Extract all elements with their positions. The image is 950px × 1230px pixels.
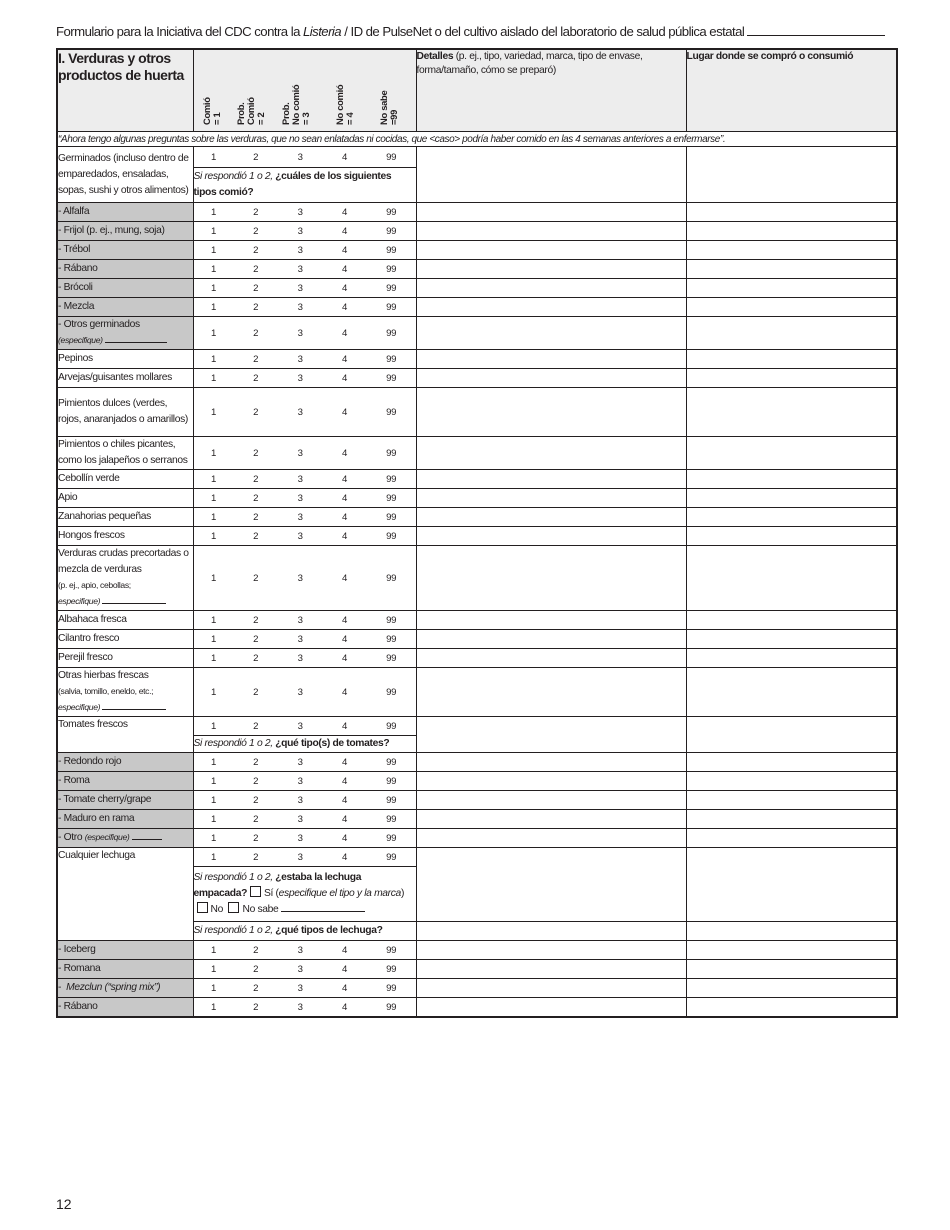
- place-cell[interactable]: [686, 810, 897, 829]
- table-row: [57, 717, 897, 736]
- table-row: [57, 222, 897, 241]
- place-cell[interactable]: [686, 203, 897, 222]
- table-row: [57, 611, 897, 630]
- details-column-header: Detalles (p. ej., tipo, variedad, marca, tipo de envase, forma/tamaño, cómo se preparó): [416, 49, 686, 132]
- table-row: [57, 979, 897, 998]
- details-cell[interactable]: [416, 829, 686, 848]
- table-row: [57, 298, 897, 317]
- response-codes[interactable]: 1 2 3 4 99: [193, 260, 416, 279]
- details-cell[interactable]: [416, 437, 686, 470]
- item-label: - Mezclun (“spring mix”): [57, 979, 193, 998]
- item-label: - Iceberg: [57, 941, 193, 960]
- place-column-header: Lugar donde se compró o consumió: [686, 49, 897, 132]
- item-label: Pimientos dulces (verdes, rojos, anaranjados o amarillos): [57, 388, 193, 437]
- response-codes[interactable]: 1 2 3 4 99: [193, 350, 416, 369]
- details-cell[interactable]: [416, 350, 686, 369]
- details-cell[interactable]: [416, 998, 686, 1018]
- response-codes[interactable]: 1 2 3 4 99: [193, 772, 416, 791]
- item-label: - Otros germinados (especifique): [57, 317, 193, 350]
- table-row: [57, 147, 897, 168]
- place-cell[interactable]: [686, 546, 897, 611]
- table-row: [57, 527, 897, 546]
- item-label: Cualquier lechuga: [57, 848, 193, 941]
- details-cell[interactable]: [416, 649, 686, 668]
- table-row: [57, 437, 897, 470]
- table-row: [57, 848, 897, 867]
- place-cell[interactable]: [686, 979, 897, 998]
- table-row: [57, 369, 897, 388]
- item-label: Otras hierbas frescas (salvia, tomillo, eneldo, etc.; especifique): [57, 668, 193, 717]
- place-cell[interactable]: [686, 960, 897, 979]
- response-codes[interactable]: 1 2 3 4 99: [193, 941, 416, 960]
- response-codes[interactable]: 1 2 3 4 99: [193, 241, 416, 260]
- details-cell[interactable]: [416, 960, 686, 979]
- item-label: Cebollín verde: [57, 470, 193, 489]
- item-label: Apio: [57, 489, 193, 508]
- item-label: Hongos frescos: [57, 527, 193, 546]
- details-cell[interactable]: [416, 298, 686, 317]
- table-row: [57, 470, 897, 489]
- details-cell[interactable]: [416, 630, 686, 649]
- place-cell[interactable]: [686, 998, 897, 1018]
- item-label: Pepinos: [57, 350, 193, 369]
- response-codes[interactable]: 1 2 3 4 99: [193, 317, 416, 350]
- code-header-probably-ate: Prob. Comió = 2: [235, 97, 267, 125]
- table-row: [57, 791, 897, 810]
- item-label: - Maduro en rama: [57, 810, 193, 829]
- table-row: [57, 668, 897, 717]
- table-row: [57, 317, 897, 350]
- response-codes[interactable]: 1 2 3 4 99: [193, 998, 416, 1018]
- place-cell[interactable]: [686, 922, 897, 941]
- place-cell[interactable]: [686, 848, 897, 922]
- details-cell[interactable]: [416, 222, 686, 241]
- response-codes[interactable]: 1 2 3 4 99: [193, 489, 416, 508]
- details-cell[interactable]: [416, 941, 686, 960]
- table-row: [57, 810, 897, 829]
- place-cell[interactable]: [686, 437, 897, 470]
- response-codes[interactable]: 1 2 3 4 99: [193, 508, 416, 527]
- table-row: [57, 753, 897, 772]
- item-label: - Rábano: [57, 260, 193, 279]
- details-cell[interactable]: [416, 527, 686, 546]
- item-label: - Otro (especifique): [57, 829, 193, 848]
- response-codes[interactable]: 1 2 3 4 99: [193, 630, 416, 649]
- details-cell[interactable]: [416, 791, 686, 810]
- table-row: [57, 772, 897, 791]
- table-row: [57, 241, 897, 260]
- item-label: - Trébol: [57, 241, 193, 260]
- details-cell[interactable]: [416, 611, 686, 630]
- response-codes[interactable]: 1 2 3 4 99: [193, 848, 416, 867]
- details-cell[interactable]: [416, 979, 686, 998]
- details-cell[interactable]: [416, 668, 686, 717]
- item-label: - Alfalfa: [57, 203, 193, 222]
- page-number: 12: [56, 1196, 72, 1212]
- response-codes[interactable]: 1 2 3 4 99: [193, 147, 416, 168]
- table-row: [57, 388, 897, 437]
- details-cell[interactable]: [416, 546, 686, 611]
- table-row: [57, 508, 897, 527]
- item-label: Arvejas/guisantes mollares: [57, 369, 193, 388]
- item-label: - Redondo rojo: [57, 753, 193, 772]
- response-codes[interactable]: 1 2 3 4 99: [193, 546, 416, 611]
- followup-question: Si respondió 1 o 2, ¿qué tipo(s) de tomates?: [193, 736, 416, 753]
- no-checkbox[interactable]: [197, 902, 208, 913]
- response-codes[interactable]: 1 2 3 4 99: [193, 668, 416, 717]
- table-row: [57, 260, 897, 279]
- response-codes[interactable]: 1 2 3 4 99: [193, 753, 416, 772]
- place-cell[interactable]: [686, 791, 897, 810]
- item-label: - Roma: [57, 772, 193, 791]
- item-label: - Mezcla: [57, 298, 193, 317]
- intro-text: “Ahora tengo algunas preguntas sobre las verduras, que no sean enlatadas ni cocidas, que <caso> podría haber comido en las 4 semanas anteriores a enfermarse”.: [57, 132, 897, 147]
- details-cell[interactable]: [416, 489, 686, 508]
- table-row: [57, 649, 897, 668]
- place-cell[interactable]: [686, 649, 897, 668]
- response-codes[interactable]: 1 2 3 4 99: [193, 649, 416, 668]
- response-codes[interactable]: 1 2 3 4 99: [193, 829, 416, 848]
- response-codes[interactable]: 1 2 3 4 99: [193, 298, 416, 317]
- unknown-checkbox[interactable]: [228, 902, 239, 913]
- response-codes[interactable]: 1 2 3 4 99: [193, 611, 416, 630]
- details-cell[interactable]: [416, 508, 686, 527]
- details-cell[interactable]: [416, 470, 686, 489]
- place-cell[interactable]: [686, 350, 897, 369]
- place-cell[interactable]: [686, 222, 897, 241]
- followup-question: Si respondió 1 o 2, ¿qué tipos de lechuga?: [193, 922, 416, 941]
- response-codes[interactable]: 1 2 3 4 99: [193, 203, 416, 222]
- code-header-unknown: No sabe =99: [378, 90, 400, 125]
- details-cell[interactable]: [416, 753, 686, 772]
- place-cell[interactable]: [686, 772, 897, 791]
- table-row: [57, 829, 897, 848]
- table-header-row: [57, 49, 897, 132]
- response-code-headers: [193, 49, 416, 132]
- details-cell[interactable]: [416, 848, 686, 922]
- section-title: I. Verduras y otros productos de huerta: [57, 49, 193, 132]
- table-row: [57, 630, 897, 649]
- table-row: [57, 350, 897, 369]
- item-label: - Rábano: [57, 998, 193, 1018]
- code-header-probably-not: Prob. No comió = 3: [279, 84, 311, 125]
- details-cell[interactable]: [416, 369, 686, 388]
- table-row: [57, 279, 897, 298]
- place-cell[interactable]: [686, 489, 897, 508]
- table-row: [57, 203, 897, 222]
- place-cell[interactable]: [686, 508, 897, 527]
- item-label: - Frijol (p. ej., mung, soja): [57, 222, 193, 241]
- response-codes[interactable]: 1 2 3 4 99: [193, 791, 416, 810]
- place-cell[interactable]: [686, 527, 897, 546]
- details-cell[interactable]: [416, 922, 686, 941]
- response-codes[interactable]: 1 2 3 4 99: [193, 369, 416, 388]
- response-codes[interactable]: 1 2 3 4 99: [193, 388, 416, 437]
- item-label: Tomates frescos: [57, 717, 193, 753]
- place-cell[interactable]: [686, 298, 897, 317]
- details-cell[interactable]: [416, 717, 686, 753]
- details-cell[interactable]: [416, 147, 686, 203]
- response-codes[interactable]: 1 2 3 4 99: [193, 222, 416, 241]
- details-cell[interactable]: [416, 203, 686, 222]
- details-cell[interactable]: [416, 241, 686, 260]
- item-label: Zanahorias pequeñas: [57, 508, 193, 527]
- item-label: Perejil fresco: [57, 649, 193, 668]
- response-codes[interactable]: 1 2 3 4 99: [193, 960, 416, 979]
- lettuce-brand-field[interactable]: [281, 903, 365, 912]
- isolate-id-field[interactable]: [747, 25, 885, 36]
- place-cell[interactable]: [686, 630, 897, 649]
- table-row: [57, 941, 897, 960]
- place-cell[interactable]: [686, 668, 897, 717]
- code-header-ate: Comió = 1: [200, 97, 222, 125]
- place-cell[interactable]: [686, 829, 897, 848]
- response-codes[interactable]: 1 2 3 4 99: [193, 527, 416, 546]
- response-codes[interactable]: 1 2 3 4 99: [193, 279, 416, 298]
- item-label: Verduras crudas precortadas o mezcla de verduras (p. ej., apio, cebollas; especifique): [57, 546, 193, 611]
- details-cell[interactable]: [416, 810, 686, 829]
- place-cell[interactable]: [686, 260, 897, 279]
- place-cell[interactable]: [686, 147, 897, 203]
- item-label: Albahaca fresca: [57, 611, 193, 630]
- followup-question: Si respondió 1 o 2, ¿cuáles de los siguientes tipos comió?: [193, 168, 416, 203]
- place-cell[interactable]: [686, 317, 897, 350]
- details-cell[interactable]: [416, 772, 686, 791]
- place-cell[interactable]: [686, 279, 897, 298]
- item-label: - Romana: [57, 960, 193, 979]
- lettuce-packaged-question: Si respondió 1 o 2, ¿estaba la lechuga empacada? Sí (especifique el tipo y la marca) No No sabe: [193, 867, 416, 922]
- item-label: Cilantro fresco: [57, 630, 193, 649]
- place-cell[interactable]: [686, 717, 897, 753]
- response-codes[interactable]: 1 2 3 4 99: [193, 979, 416, 998]
- place-cell[interactable]: [686, 941, 897, 960]
- details-cell[interactable]: [416, 388, 686, 437]
- table-row: [57, 998, 897, 1018]
- item-label: Germinados (incluso dentro de emparedados, ensaladas, sopas, sushi y otros alimentos): [57, 147, 193, 203]
- response-codes[interactable]: 1 2 3 4 99: [193, 437, 416, 470]
- item-label: - Brócoli: [57, 279, 193, 298]
- response-codes[interactable]: 1 2 3 4 99: [193, 470, 416, 489]
- produce-questionnaire-table: [56, 48, 898, 1018]
- place-cell[interactable]: [686, 611, 897, 630]
- code-header-did-not-eat: No comió = 4: [333, 84, 355, 125]
- form-title: Formulario para la Iniciativa del CDC contra la Listeria / ID de PulseNet o del cultivo aislado del laboratorio de salud pública estatal: [56, 24, 886, 39]
- place-cell[interactable]: [686, 388, 897, 437]
- details-cell[interactable]: [416, 317, 686, 350]
- yes-checkbox[interactable]: [250, 886, 261, 897]
- intro-row: [57, 132, 897, 147]
- table-row: [57, 546, 897, 611]
- place-cell[interactable]: [686, 753, 897, 772]
- item-label: Pimientos o chiles picantes, como los jalapeños o serranos: [57, 437, 193, 470]
- details-cell[interactable]: [416, 279, 686, 298]
- place-cell[interactable]: [686, 241, 897, 260]
- table-row: [57, 960, 897, 979]
- item-label: - Tomate cherry/grape: [57, 791, 193, 810]
- response-codes[interactable]: 1 2 3 4 99: [193, 810, 416, 829]
- details-cell[interactable]: [416, 260, 686, 279]
- place-cell[interactable]: [686, 369, 897, 388]
- response-codes[interactable]: 1 2 3 4 99: [193, 717, 416, 736]
- table-row: [57, 489, 897, 508]
- place-cell[interactable]: [686, 470, 897, 489]
